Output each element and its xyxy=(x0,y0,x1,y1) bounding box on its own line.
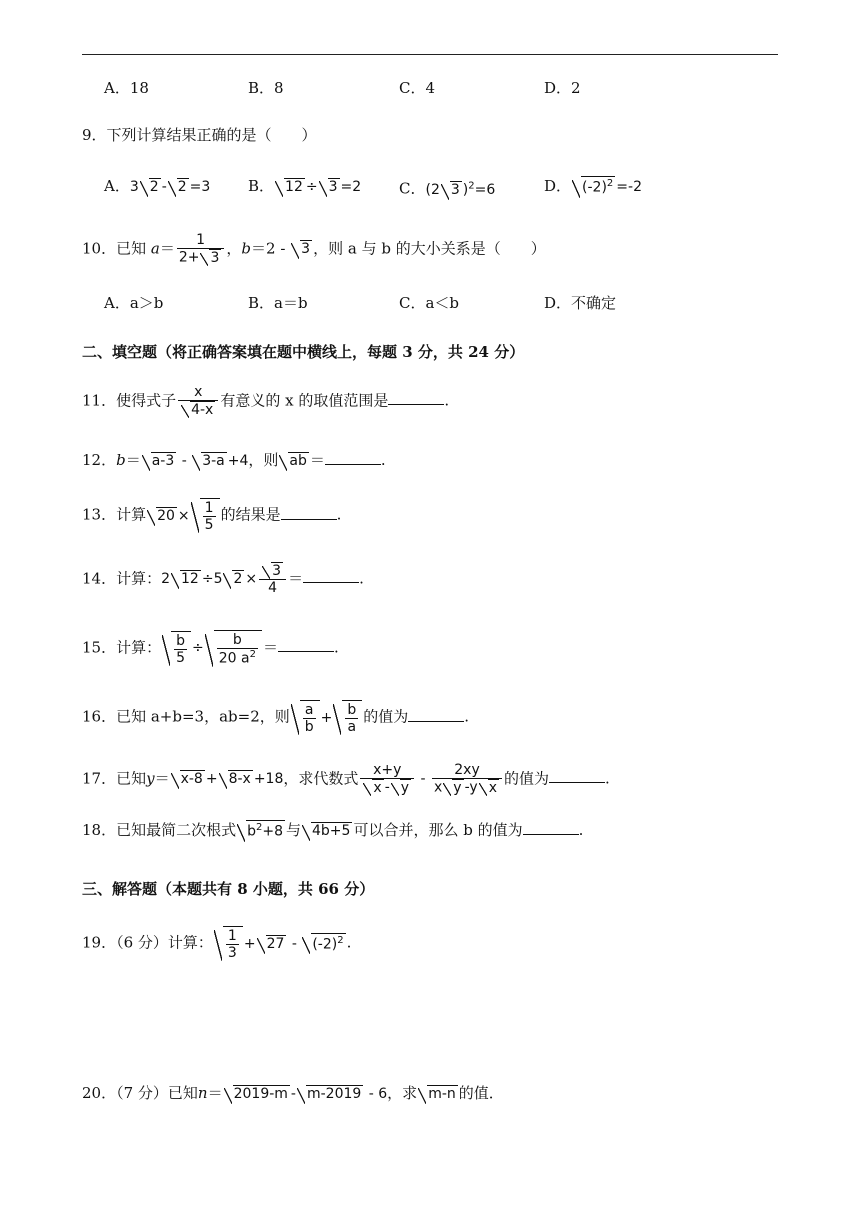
answer-blank[interactable] xyxy=(408,708,464,722)
q8-option-b: B．8 xyxy=(248,79,284,97)
question-18: 18．已知最简二次根式 $b^2+8$ 与 4b+5 可以合并，那么 b 的值为 . xyxy=(82,821,584,840)
answer-blank[interactable] xyxy=(523,821,579,835)
question-11: 11．使得式子 $\frac{x}{4-x}$ 有意义的 x 的取值范围是 . xyxy=(82,384,450,419)
q9-option-a: A．3 2 - 2 =3 xyxy=(104,177,211,195)
q10-option-b: B．a＝b xyxy=(248,294,308,312)
q8-option-c: C．4 xyxy=(399,79,436,97)
answer-blank[interactable] xyxy=(549,769,605,783)
q10-option-d: D．不确定 xyxy=(544,294,617,312)
q9-option-d: D． $(-2)^2 =-2$ xyxy=(544,177,642,196)
question-14: 14．计算：2 12 ÷5 2 × $\frac{3}{4}$ ＝ . xyxy=(82,563,364,597)
answer-blank[interactable] xyxy=(325,451,381,465)
question-15: 15．计算： $\frac{b}{5}$ ÷ $\frac{b}{20 a^2}$ ＝ . xyxy=(82,632,339,667)
question-16: 16．已知 a+b=3，ab=2，则 $\frac{a}{b}$ + $\frac{b}{a}$ 的值为 . xyxy=(82,702,470,736)
q10-option-c: C．a＜b xyxy=(399,294,460,312)
question-13: 13．计算 20 × $\frac{1}{5}$ 的结果是 . xyxy=(82,500,342,534)
question-9-stem: 9．下列计算结果正确的是（ ） xyxy=(82,126,317,144)
question-12: 12．b＝ a-3 - 3-a +4，则 ab ＝ . xyxy=(82,451,386,469)
q8-option-d: D．2 xyxy=(544,79,581,97)
question-19: 19．（6 分）计算： $\frac{1}{3}$ + $27 - (-2)^2$ . xyxy=(82,928,352,962)
question-10-stem: 10．已知 a＝ $\frac{1}{2+ 3}$ ，b＝2 - 3 ，则 a 与 b 的大小关系是（ ） xyxy=(82,232,546,267)
section-2-heading: 二、填空题（将正确答案填在题中横线上，每题 3 分，共 24 分） xyxy=(82,343,525,361)
answer-blank[interactable] xyxy=(303,569,359,583)
q9-option-b: B． 12 ÷ 3 =2 xyxy=(248,177,362,195)
question-20: 20．（7 分）已知n＝ 2019-m - m-2019 - 6，求 m-n 的值． xyxy=(82,1084,504,1102)
answer-blank[interactable] xyxy=(388,391,444,405)
header-rule xyxy=(82,54,778,55)
q10-option-a: A．a＞b xyxy=(104,294,164,312)
answer-blank[interactable] xyxy=(278,638,334,652)
section-3-heading: 三、解答题（本题共有 8 小题，共 66 分） xyxy=(82,880,375,898)
q9-option-c: C．(2 3 )$^2$=6 xyxy=(399,179,496,198)
answer-blank[interactable] xyxy=(281,506,337,520)
question-17: 17．已知y＝ x-8 + 8-x +18，求代数式 $\frac{x+y}{x - y}$ - $\frac{2xy}{\text{x y -y x}}$ 的值为 . xyxy=(82,762,610,797)
q8-option-a: A．18 xyxy=(104,79,149,97)
